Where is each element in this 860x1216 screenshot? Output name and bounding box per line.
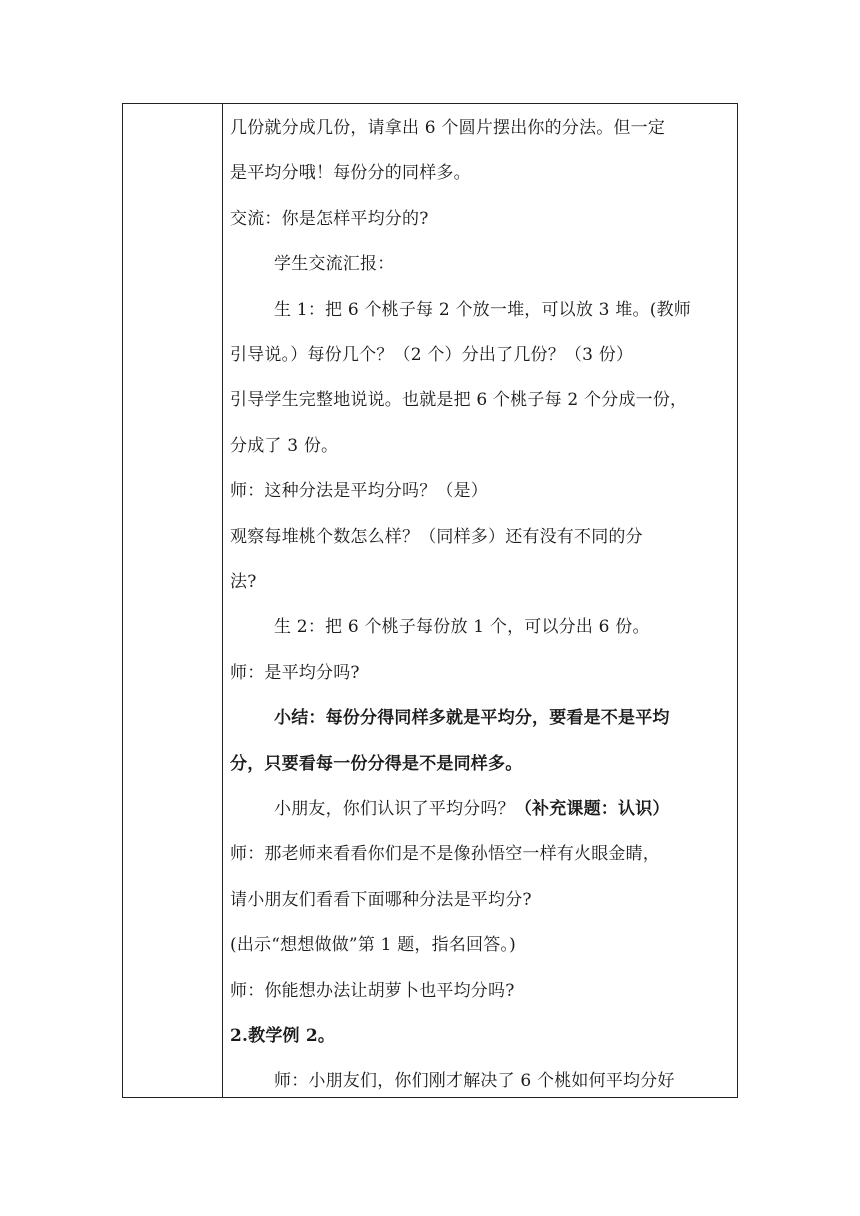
text-line-content: 法?: [230, 572, 257, 592]
text-line-content: 小朋友，你们认识了平均分吗？: [274, 799, 515, 819]
text-line-content: 2.教学例 2。: [230, 1026, 336, 1046]
text-line: [230, 979, 515, 1003]
text-line: [230, 479, 488, 503]
text-line: [230, 116, 665, 140]
text-line: [230, 434, 338, 458]
text-line-content: 学生交流汇报：: [274, 254, 395, 275]
text-line-content: 分，只要看每一份分得是不是同样多。: [230, 753, 523, 774]
text-line-content: 引导说。）每份几个？（2 个）分出了几份？（3 份）: [230, 345, 634, 365]
text-line: [274, 298, 691, 322]
text-line-content: 请小朋友们看看下面哪种分法是平均分?: [230, 889, 532, 910]
text-line: [230, 388, 687, 412]
table-content-cell: [230, 104, 730, 1097]
table-column-divider: [222, 104, 223, 1097]
text-line-content: 引导学生完整地说说。也就是把 6 个桃子每 2 个分成一份，: [230, 390, 688, 411]
text-line: [274, 252, 394, 276]
text-line: [230, 161, 471, 185]
text-line-content: 分成了 3 份。: [230, 435, 339, 456]
text-line: [230, 752, 522, 776]
text-line: [230, 1024, 335, 1048]
text-line: [274, 797, 670, 821]
text-line-content: 师：小朋友们，你们刚才解决了 6 个桃如何平均分好: [274, 1071, 675, 1092]
text-line: [274, 615, 650, 639]
text-line: [230, 570, 257, 594]
text-line: [230, 343, 633, 367]
text-line-content: 几份就分成几份，请拿出 6 个圆片摆出你的分法。但一定: [230, 118, 666, 138]
text-line-content: 交流：你是怎样平均分的?: [230, 208, 429, 229]
text-line: [230, 888, 532, 912]
text-line: [230, 933, 516, 957]
text-line-content: 师：是平均分吗?: [230, 662, 360, 683]
text-line-content: 师：你能想办法让胡萝卜也平均分吗?: [230, 980, 515, 1001]
text-line-content: 生 2：把 6 个桃子每份放 1 个，可以分出 6 份。: [274, 617, 650, 638]
text-line-content: 是平均分哦！每份分的同样多。: [230, 163, 471, 184]
text-line-content: 师：这种分法是平均分吗？（是）: [230, 481, 488, 502]
text-line: [274, 1069, 675, 1093]
table-left-cell: [123, 104, 222, 1097]
text-line-content: 小结：每份分得同样多就是平均分，要看是不是平均: [274, 708, 670, 729]
text-line-content: (出示“想想做做”第 1 题，指名回答。): [230, 935, 516, 956]
text-line-content: 师：那老师来看看你们是不是像孙悟空一样有火眼金睛，: [230, 844, 660, 865]
text-line-content: 生 1：把 6 个桃子每 2 个放一堆，可以放 3 堆。(教师: [274, 299, 691, 320]
text-line: [230, 661, 360, 685]
text-line: [274, 706, 670, 730]
text-line: [230, 207, 429, 231]
text-line-bold-suffix: （补充课题：认识）: [514, 799, 670, 819]
text-line-content: 观察每堆桃个数怎么样？（同样多）还有没有不同的分: [230, 526, 643, 547]
text-line: [230, 525, 643, 549]
lesson-table: [122, 103, 738, 1098]
text-line: [230, 842, 660, 866]
